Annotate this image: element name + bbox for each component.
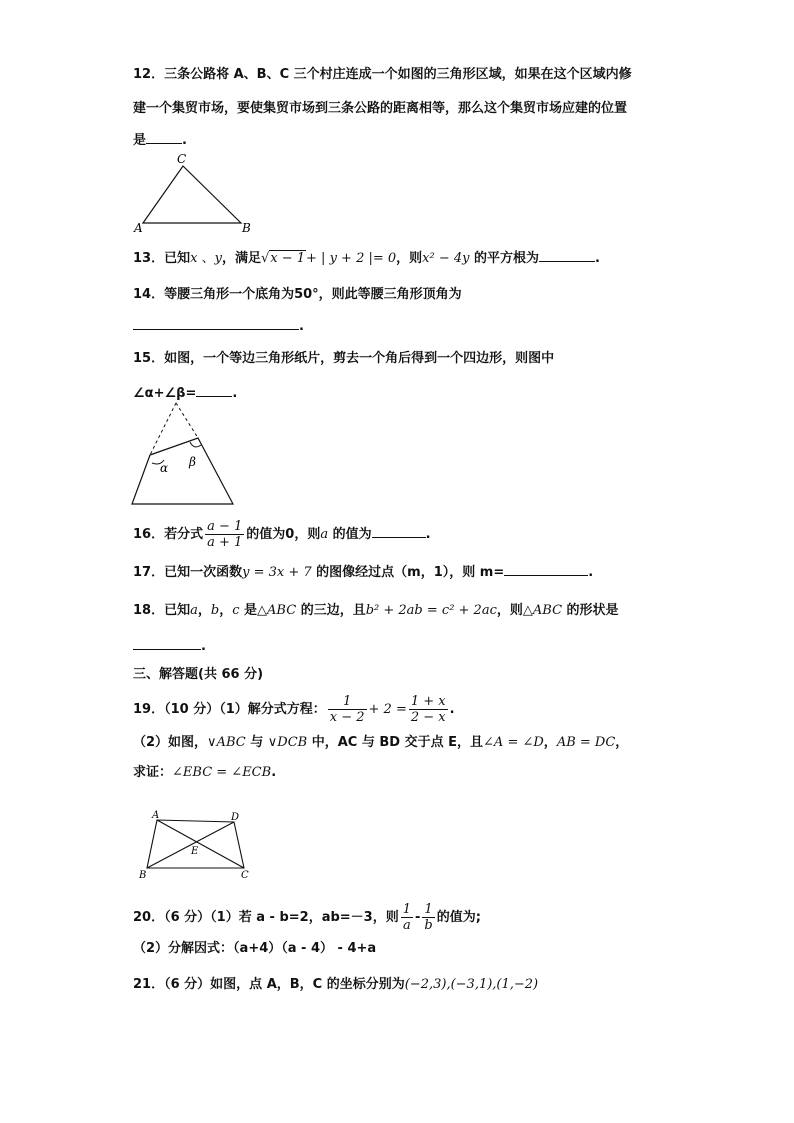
q13-eq-rest: + | y + 2 |= 0 (306, 251, 397, 266)
q12-line3-text: 是 (133, 133, 147, 148)
q18-end: . (201, 639, 206, 654)
cut-corner-right-dashed (176, 403, 198, 438)
q12-end: . (182, 133, 187, 148)
q19-f1-numerator: 1 (328, 694, 367, 710)
q21-line (133, 976, 538, 994)
q13-pre: 已知 (164, 251, 191, 266)
q18-then: ，则 (496, 603, 523, 618)
q20-part1 (133, 902, 481, 933)
q13-post: 的平方根为 (469, 251, 540, 266)
q19-f2-denominator: 2 − x (410, 710, 446, 725)
q15-cut-triangle-figure (128, 400, 240, 510)
q20-minus: - (415, 910, 421, 925)
q16-mid: 的值为0，则 (246, 527, 321, 542)
answer-blank (372, 524, 426, 538)
q19-p2-mid: 中，AC 与 BD 交于点 E，且 (307, 735, 484, 750)
segment-ac (157, 820, 244, 868)
q19-part2 (133, 734, 628, 752)
label-b: B (139, 870, 147, 881)
q18-b: b (210, 603, 220, 618)
label-d: D (231, 812, 240, 823)
q13-num: 13． (133, 251, 165, 266)
q17-pre: 已知一次函数 (164, 565, 243, 580)
q16-numerator: a − 1 (207, 519, 243, 534)
triangle-abc (143, 166, 241, 223)
q17-post: 的图像经过点（m，1），则 m= (311, 565, 505, 580)
q20-fraction-a (401, 902, 413, 933)
q18-num: 18． (133, 603, 165, 618)
q18-expr: b² + 2ab = c² + 2ac (365, 603, 497, 618)
q19-p2-pre: （2）如图， (133, 735, 208, 750)
q19-comma: ， (543, 735, 557, 750)
q12-line2: 建一个集贸市场，要使集贸市场到三条公路的距离相等，那么这个集贸市场应建的位置 (133, 101, 628, 116)
q13-line (133, 248, 600, 268)
q17-expr: y = 3x + 7 (242, 565, 312, 580)
q14-line2 (133, 316, 304, 336)
q20-p1-end: 的值为; (436, 910, 481, 925)
q20-fraction-b (422, 902, 434, 933)
q12-triangle-figure (130, 150, 260, 235)
answer-blank (539, 248, 595, 262)
sqrt-sign: √ (260, 251, 270, 266)
q19-score: （10 分）（1）解分式方程： (164, 702, 326, 717)
q21-coords: (−2,3),(−3,1),(1,−2) (404, 977, 539, 992)
q19-plus: + 2 = (368, 702, 407, 717)
q18-pre: 已知 (164, 603, 191, 618)
q18-mid: 的三边，且 (296, 603, 366, 618)
q16-post: 的值为 (328, 527, 372, 542)
label-b: B (242, 221, 251, 235)
answer-blank (133, 316, 299, 330)
q13-then: ，则 (396, 251, 423, 266)
q19-t2: ∨DCB (267, 735, 308, 750)
q19-cond2: AB = DC (556, 735, 616, 750)
answer-blank (133, 636, 201, 650)
q13-end: . (595, 251, 600, 266)
q15-end: . (232, 386, 238, 401)
q19-f2-numerator: 1 + x (410, 694, 446, 709)
q17-line (133, 562, 593, 582)
q15-angles: ∠α+∠β= (133, 386, 197, 401)
q19-figure (136, 808, 256, 884)
answer-blank (504, 562, 588, 576)
q18-line2 (133, 636, 206, 656)
q18-post: 的形状是 (562, 603, 619, 618)
q20-fb-denominator: b (424, 918, 433, 933)
label-beta: β (189, 455, 196, 469)
q13-sep: 、 (197, 251, 215, 266)
q18-tri: △ABC (257, 603, 297, 618)
q18-c: c (232, 603, 240, 618)
q19-prove-pre: 求证： (133, 765, 173, 780)
q18-sides: 是 (239, 603, 258, 618)
q19-prove-expr: ∠EBC = ∠ECB (172, 765, 272, 780)
q16-var: a (320, 527, 329, 542)
q19-part1 (133, 694, 455, 725)
q13-sqrt: x − 1 (270, 251, 306, 266)
q20-part2: （2）分解因式：（a+4）（a - 4） - 4+a (133, 941, 377, 956)
q14-end: . (299, 319, 304, 334)
q21-num: 21． (133, 977, 165, 992)
q20-fb-numerator: 1 (422, 902, 434, 918)
q20-num: 20． (133, 910, 165, 925)
quadrilateral (132, 438, 233, 504)
q19-prove (133, 764, 276, 782)
label-a: A (134, 221, 143, 235)
q16-fraction (205, 519, 244, 550)
q13-x: x (190, 251, 198, 266)
q19-f1-denominator: x − 2 (329, 710, 365, 725)
q16-end: . (425, 527, 431, 542)
q16-line (133, 519, 431, 550)
q19-fraction-1 (328, 694, 367, 725)
q19-prove-end: . (271, 765, 277, 780)
q19-and: 与 (245, 735, 268, 750)
q13-y: y (214, 251, 222, 266)
label-a: A (152, 810, 160, 821)
q20-fa-numerator: 1 (402, 902, 411, 917)
q12-line3 (133, 130, 187, 150)
q17-num: 17． (133, 565, 165, 580)
q20-p1: （6 分）（1）若 a - b=2，ab=－3，则 (164, 910, 399, 925)
q17-end: . (588, 565, 594, 580)
label-e: E (191, 846, 199, 857)
q19-num: 19． (133, 702, 165, 717)
q19-fraction-2 (409, 694, 448, 725)
q13-expr: x² − 4y (422, 251, 470, 266)
label-alpha: α (160, 461, 169, 475)
section-heading: 三、解答题(共 66 分) (133, 667, 264, 682)
q14-line1: 14．等腰三角形一个底角为50°，则此等腰三角形顶角为 (133, 287, 462, 302)
q18-a: a (190, 603, 198, 618)
label-c: C (177, 152, 187, 166)
q19-comma2: ， (615, 735, 629, 750)
q20-fa-denominator: a (402, 918, 411, 933)
answer-blank (146, 130, 182, 144)
q21-text: （6 分）如图，点 A，B，C 的坐标分别为 (164, 977, 405, 992)
beta-arc (190, 442, 201, 447)
q18-tri2: △ABC (522, 603, 563, 618)
q18-line1: 18．已知a，b，c 是△ABC 的三边，且b² + 2ab = c² + 2ac，则△ABC 的形状是 (133, 603, 619, 618)
q19-cond1: ∠A = ∠D (483, 735, 544, 750)
q12-line1: 12．三条公路将 A、B、C 三个村庄连成一个如图的三角形区域，如果在这个区域内修 (133, 67, 632, 82)
q13-mid: ，满足 (221, 251, 261, 266)
label-c: C (241, 870, 249, 881)
q19-end: . (449, 702, 455, 717)
segment-bd (147, 822, 234, 868)
q19-t1: ∨ABC (207, 735, 246, 750)
answer-blank (196, 383, 232, 397)
q15-line1: 15．如图，一个等边三角形纸片，剪去一个角后得到一个四边形，则图中 (133, 351, 555, 366)
q16-denominator: a + 1 (207, 535, 243, 550)
q16-pre: 若分式 (164, 527, 204, 542)
q16-num: 16． (133, 527, 165, 542)
